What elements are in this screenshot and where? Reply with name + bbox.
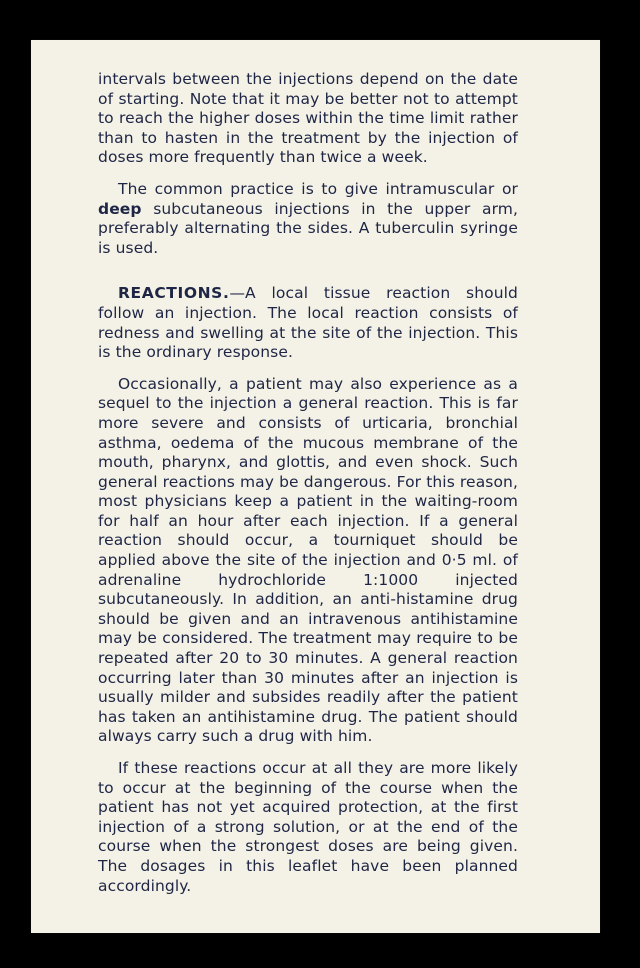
page-content (98, 70, 518, 896)
leaflet-page (31, 40, 600, 933)
paragraph-intervals: intervals between the injections depend on the date of starting. Note that it may be better not to attempt to reach the higher doses within the time limit rather than to hasten in the treatment by the injection of doses more frequently than twice a week. (98, 70, 518, 167)
paragraph-injection-practice-end: subcutaneous injections in the upper arm, preferably alternating the sides. A tuberculin syringe is used. (98, 199, 518, 257)
paragraph-injection-practice-start: The common practice is to give intramuscular or (118, 179, 518, 198)
paragraph-reactions-text: —A local tissue reaction should follow an injection. The local reaction consists of redness and swelling at the site of the injection. This is the ordinary response. (98, 284, 518, 362)
paragraph-general-reaction: Occasionally, a patient may also experience as a sequel to the injection a general reaction. This is far more severe and consists of urticaria, bronchial asthma, oedema of the mucous membrane of the mouth, pharynx, and glottis, and even shock. Such general reactions may be dangerous. For this reason, most physicians keep a patient in the waiting-room for half an hour after each injection. If a general reaction should occur, a tourniquet should be applied above the site of the injection and 0·5 ml. of adrenaline hydrochloride 1:1000 injected subcutaneously. In addition, an anti-histamine drug should be given and an intravenous antihistamine may be considered. The treatment may require to be repeated after 20 to 30 minutes. A general reaction occurring later than 30 minutes after an injection is usually milder and subsides readily after the patient has taken an antihistamine drug. The patient should always carry such a drug with him. (98, 374, 518, 746)
paragraph-injection-practice (98, 180, 518, 258)
paragraph-timing-of-reactions: If these reactions occur at all they are more likely to occur at the beginning of the course when the patient has not yet acquired protection, at the first injection of a strong solution, or at the end of the course when the strongest doses are being given. The dosages in this leaflet have been planned accordingly. (98, 759, 518, 895)
section-heading-reactions: REACTIONS. (118, 284, 230, 303)
paragraph-reactions (98, 284, 518, 362)
emphasis-deep: deep (98, 199, 142, 218)
